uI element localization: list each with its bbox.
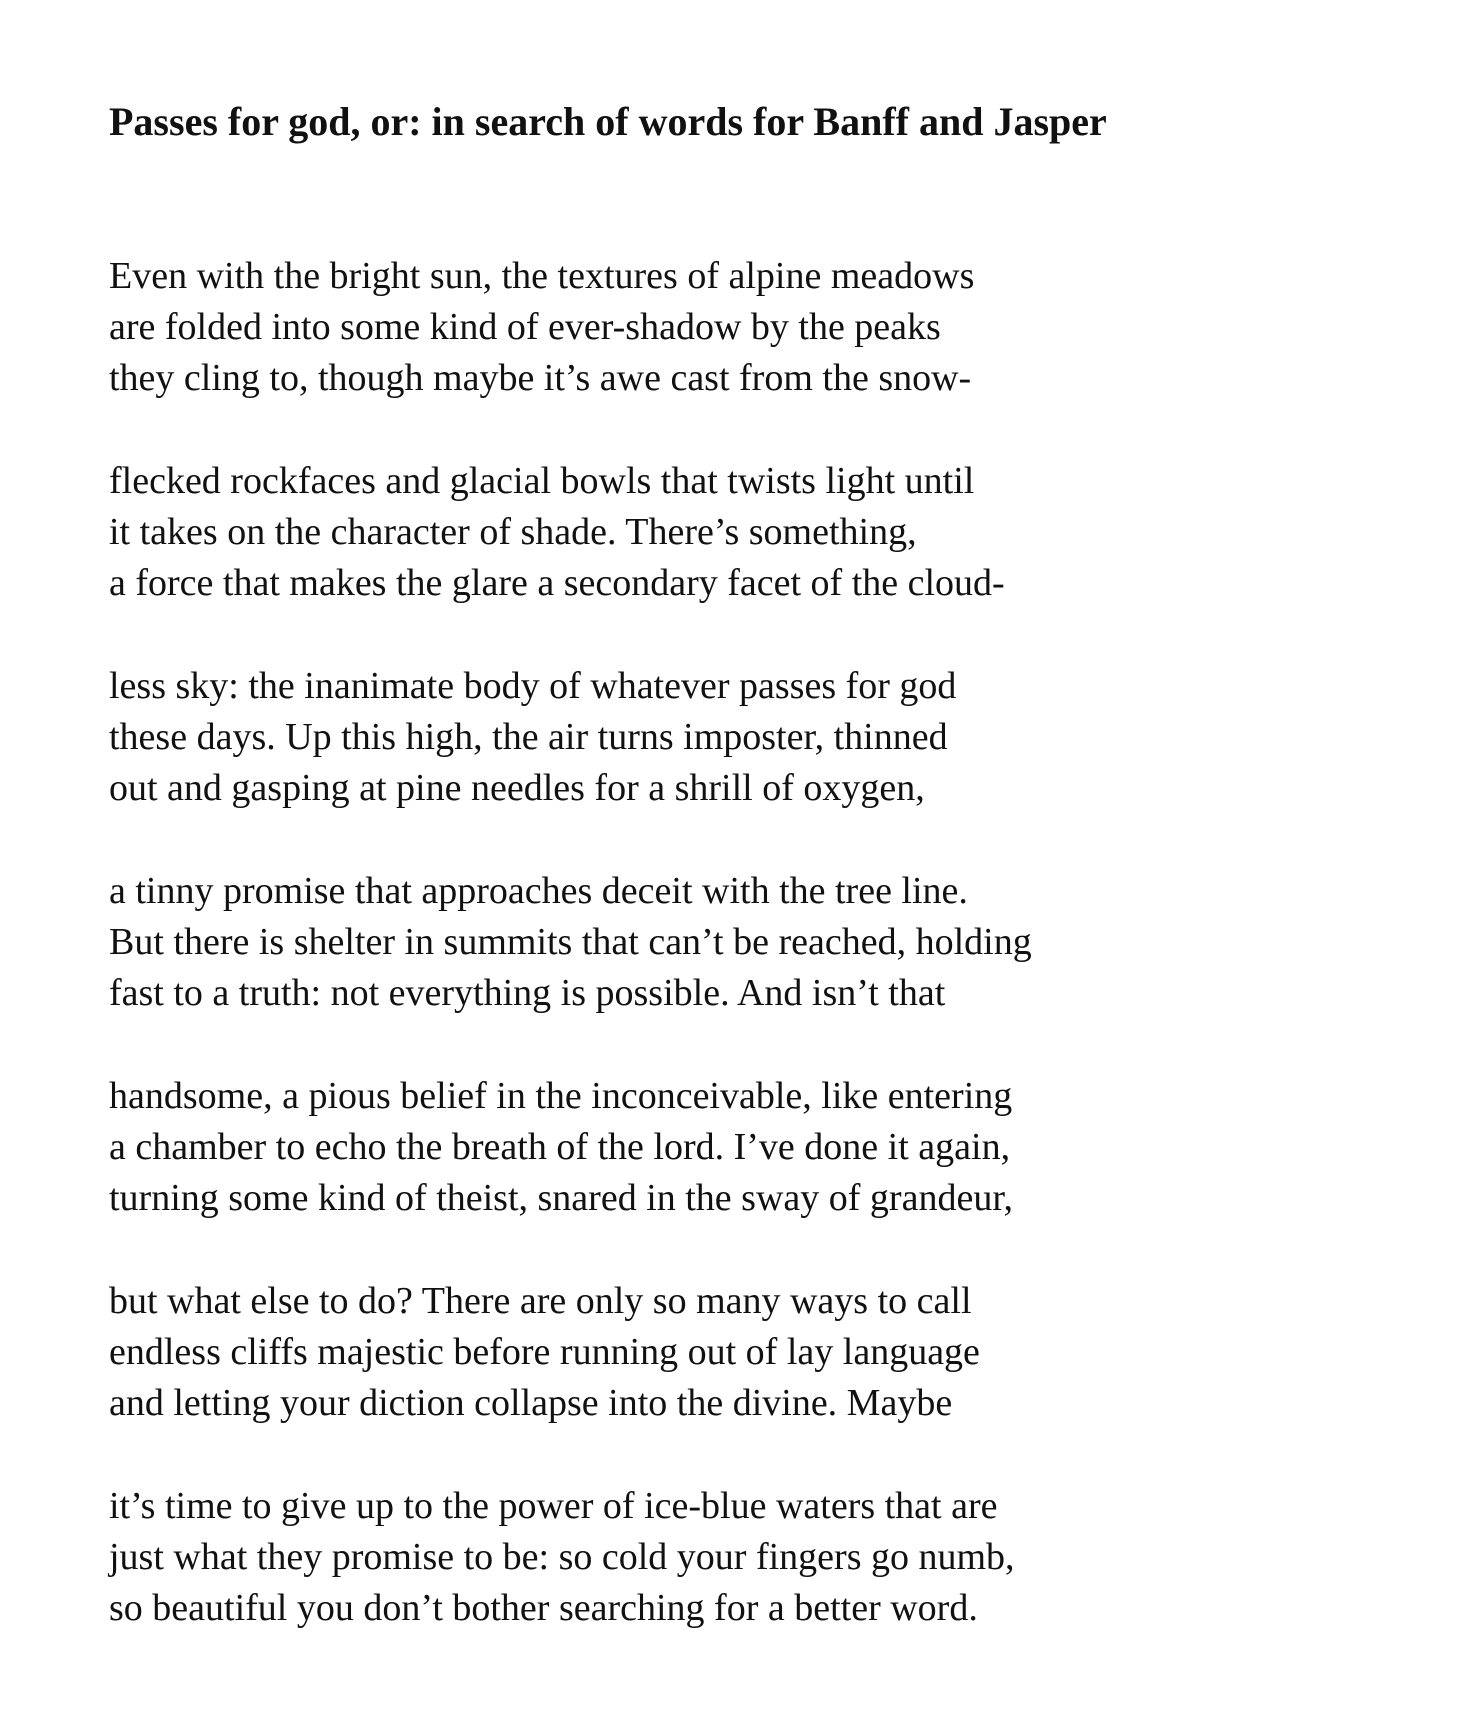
poem-line: out and gasping at pine needles for a shrill of oxygen, [109, 767, 925, 809]
poem-line: But there is shelter in summits that can’t be reached, holding [109, 921, 1032, 963]
stanza-6 [109, 1276, 1409, 1429]
poem-line: a tinny promise that approaches deceit with the tree line. [109, 870, 968, 912]
poem-title: Passes for god, or: in search of words for Banff and Jasper [109, 99, 1107, 144]
poem-line: it’s time to give up to the power of ice-blue waters that are [109, 1485, 998, 1527]
poem-line: it takes on the character of shade. There’s something, [109, 511, 917, 553]
poem-line: fast to a truth: not everything is possible. And isn’t that [109, 972, 946, 1014]
poem-line: they cling to, though maybe it’s awe cast from the snow- [109, 357, 972, 399]
poem-line: but what else to do? There are only so many ways to call [109, 1280, 972, 1322]
poem-line: are folded into some kind of ever-shadow by the peaks [109, 306, 941, 348]
poem-line: these days. Up this high, the air turns imposter, thinned [109, 716, 948, 758]
stanza-2 [109, 456, 1409, 609]
poem-line: less sky: the inanimate body of whatever passes for god [109, 665, 957, 707]
poem-line: so beautiful you don’t bother searching for a better word. [109, 1587, 978, 1629]
poem-line: just what they promise to be: so cold your fingers go numb, [109, 1536, 1015, 1578]
poem-line: handsome, a pious belief in the inconceivable, like entering [109, 1075, 1013, 1117]
poem-body [109, 251, 1409, 1634]
stanza-3 [109, 661, 1409, 814]
stanza-5 [109, 1071, 1409, 1224]
stanza-7 [109, 1481, 1409, 1634]
poem-line: flecked rockfaces and glacial bowls that twists light until [109, 460, 975, 502]
poem-line: Even with the bright sun, the textures of alpine meadows [109, 255, 975, 297]
poem-line: a chamber to echo the breath of the lord. I’ve done it again, [109, 1126, 1011, 1168]
stanza-1 [109, 251, 1409, 404]
poem-line: a force that makes the glare a secondary facet of the cloud- [109, 562, 1005, 604]
poem-line: and letting your diction collapse into the divine. Maybe [109, 1382, 953, 1424]
stanza-4 [109, 866, 1409, 1019]
poem-line: endless cliffs majestic before running out of lay language [109, 1331, 980, 1373]
poem-line: turning some kind of theist, snared in the sway of grandeur, [109, 1177, 1013, 1219]
